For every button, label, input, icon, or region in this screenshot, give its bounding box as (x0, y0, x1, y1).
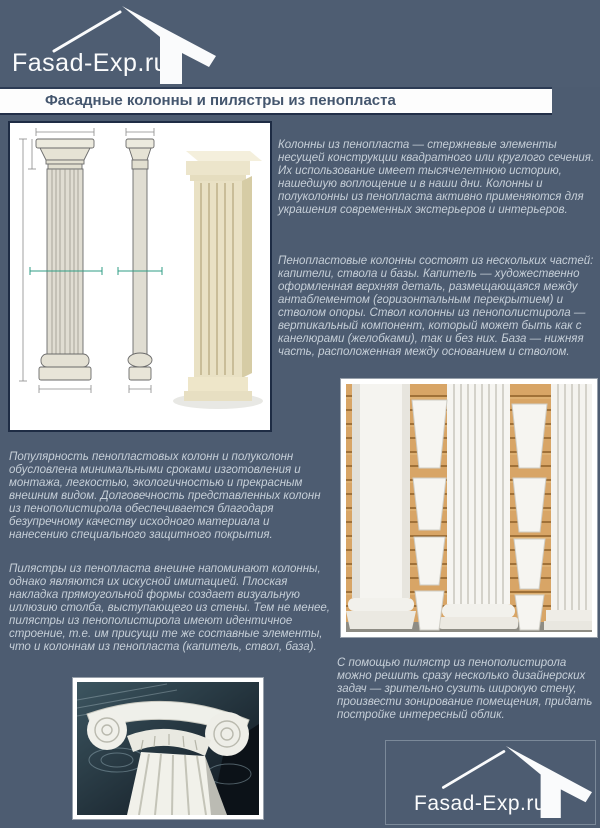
foam-columns-showroom-photo (346, 384, 592, 632)
article-paragraph: Пилястры из пенопласта внешне напоминают колонны, однако являются их искусной имитацией. Плоская накладка прямоугольной формы создает визуальную иллюзию столба, выступающего из стены. Тем не менее, пилястры из пенополистирола имеют идентичное строение, т.е. им присущи те же составные элементы, что и колоннам из пенопласта (капитель, ствол, база). (9, 562, 331, 653)
article-paragraph: Пенопластовые колонны состоят из нескольких частей: капители, ствола и базы. Капитель — художественно оформленная верхняя деталь, размещающаяся между антаблементом (горизонтальным перекрытием) и стволом опоры. Ствол колонны из пенополистирола — вертикальный компонент, который может быть как с канелюрами (желобками), так и без них. База — нижняя часть, расположенная между основанием и стволом. (278, 254, 594, 358)
ionic-capital-photo (77, 682, 259, 815)
page-title: Фасадные колонны и пилястры из пенопласта (45, 92, 396, 109)
showroom-photo-figure (340, 378, 598, 638)
footer-logo-text: Fasad-Exp.ru (414, 792, 547, 815)
footer-logo[interactable] (385, 740, 596, 825)
site-logo[interactable] (8, 2, 218, 84)
site-header (0, 0, 600, 87)
article-paragraph: Колонны из пенопласта — стержневые элементы несущей конструкции квадратного или круглого сечения. Их использование имеет тысячелетнюю историю, нашедшую воплощение и в наши дни. Колонны и полуколонны из пенопласта активно применяются для украшения современных экстерьеров и интерьеров. (278, 138, 595, 216)
site-logo-text: Fasad-Exp.ru (12, 49, 169, 77)
technical-drawing-figure (8, 121, 272, 432)
capital-photo-figure (72, 677, 264, 820)
column-technical-drawing (10, 123, 270, 430)
article-paragraph: С помощью пилястр из пенополистирола можно решить сразу несколько дизайнерских задач — зрительно сузить широкую стену, произвести зонирование помещения, придать постройке интересный облик. (337, 656, 593, 721)
title-bar (0, 87, 552, 115)
article-paragraph: Популярность пенопластовых колонн и полуколонн обусловлена минимальными сроками изготовления и монтажа, легкостью, экологичностью и прекрасным внешним видом. Долговечность представленных колонн из пенополистирола обеспечивается благодаря безупречному качеству исходного материала и нанесению специального защитного покрытия. (9, 450, 321, 541)
